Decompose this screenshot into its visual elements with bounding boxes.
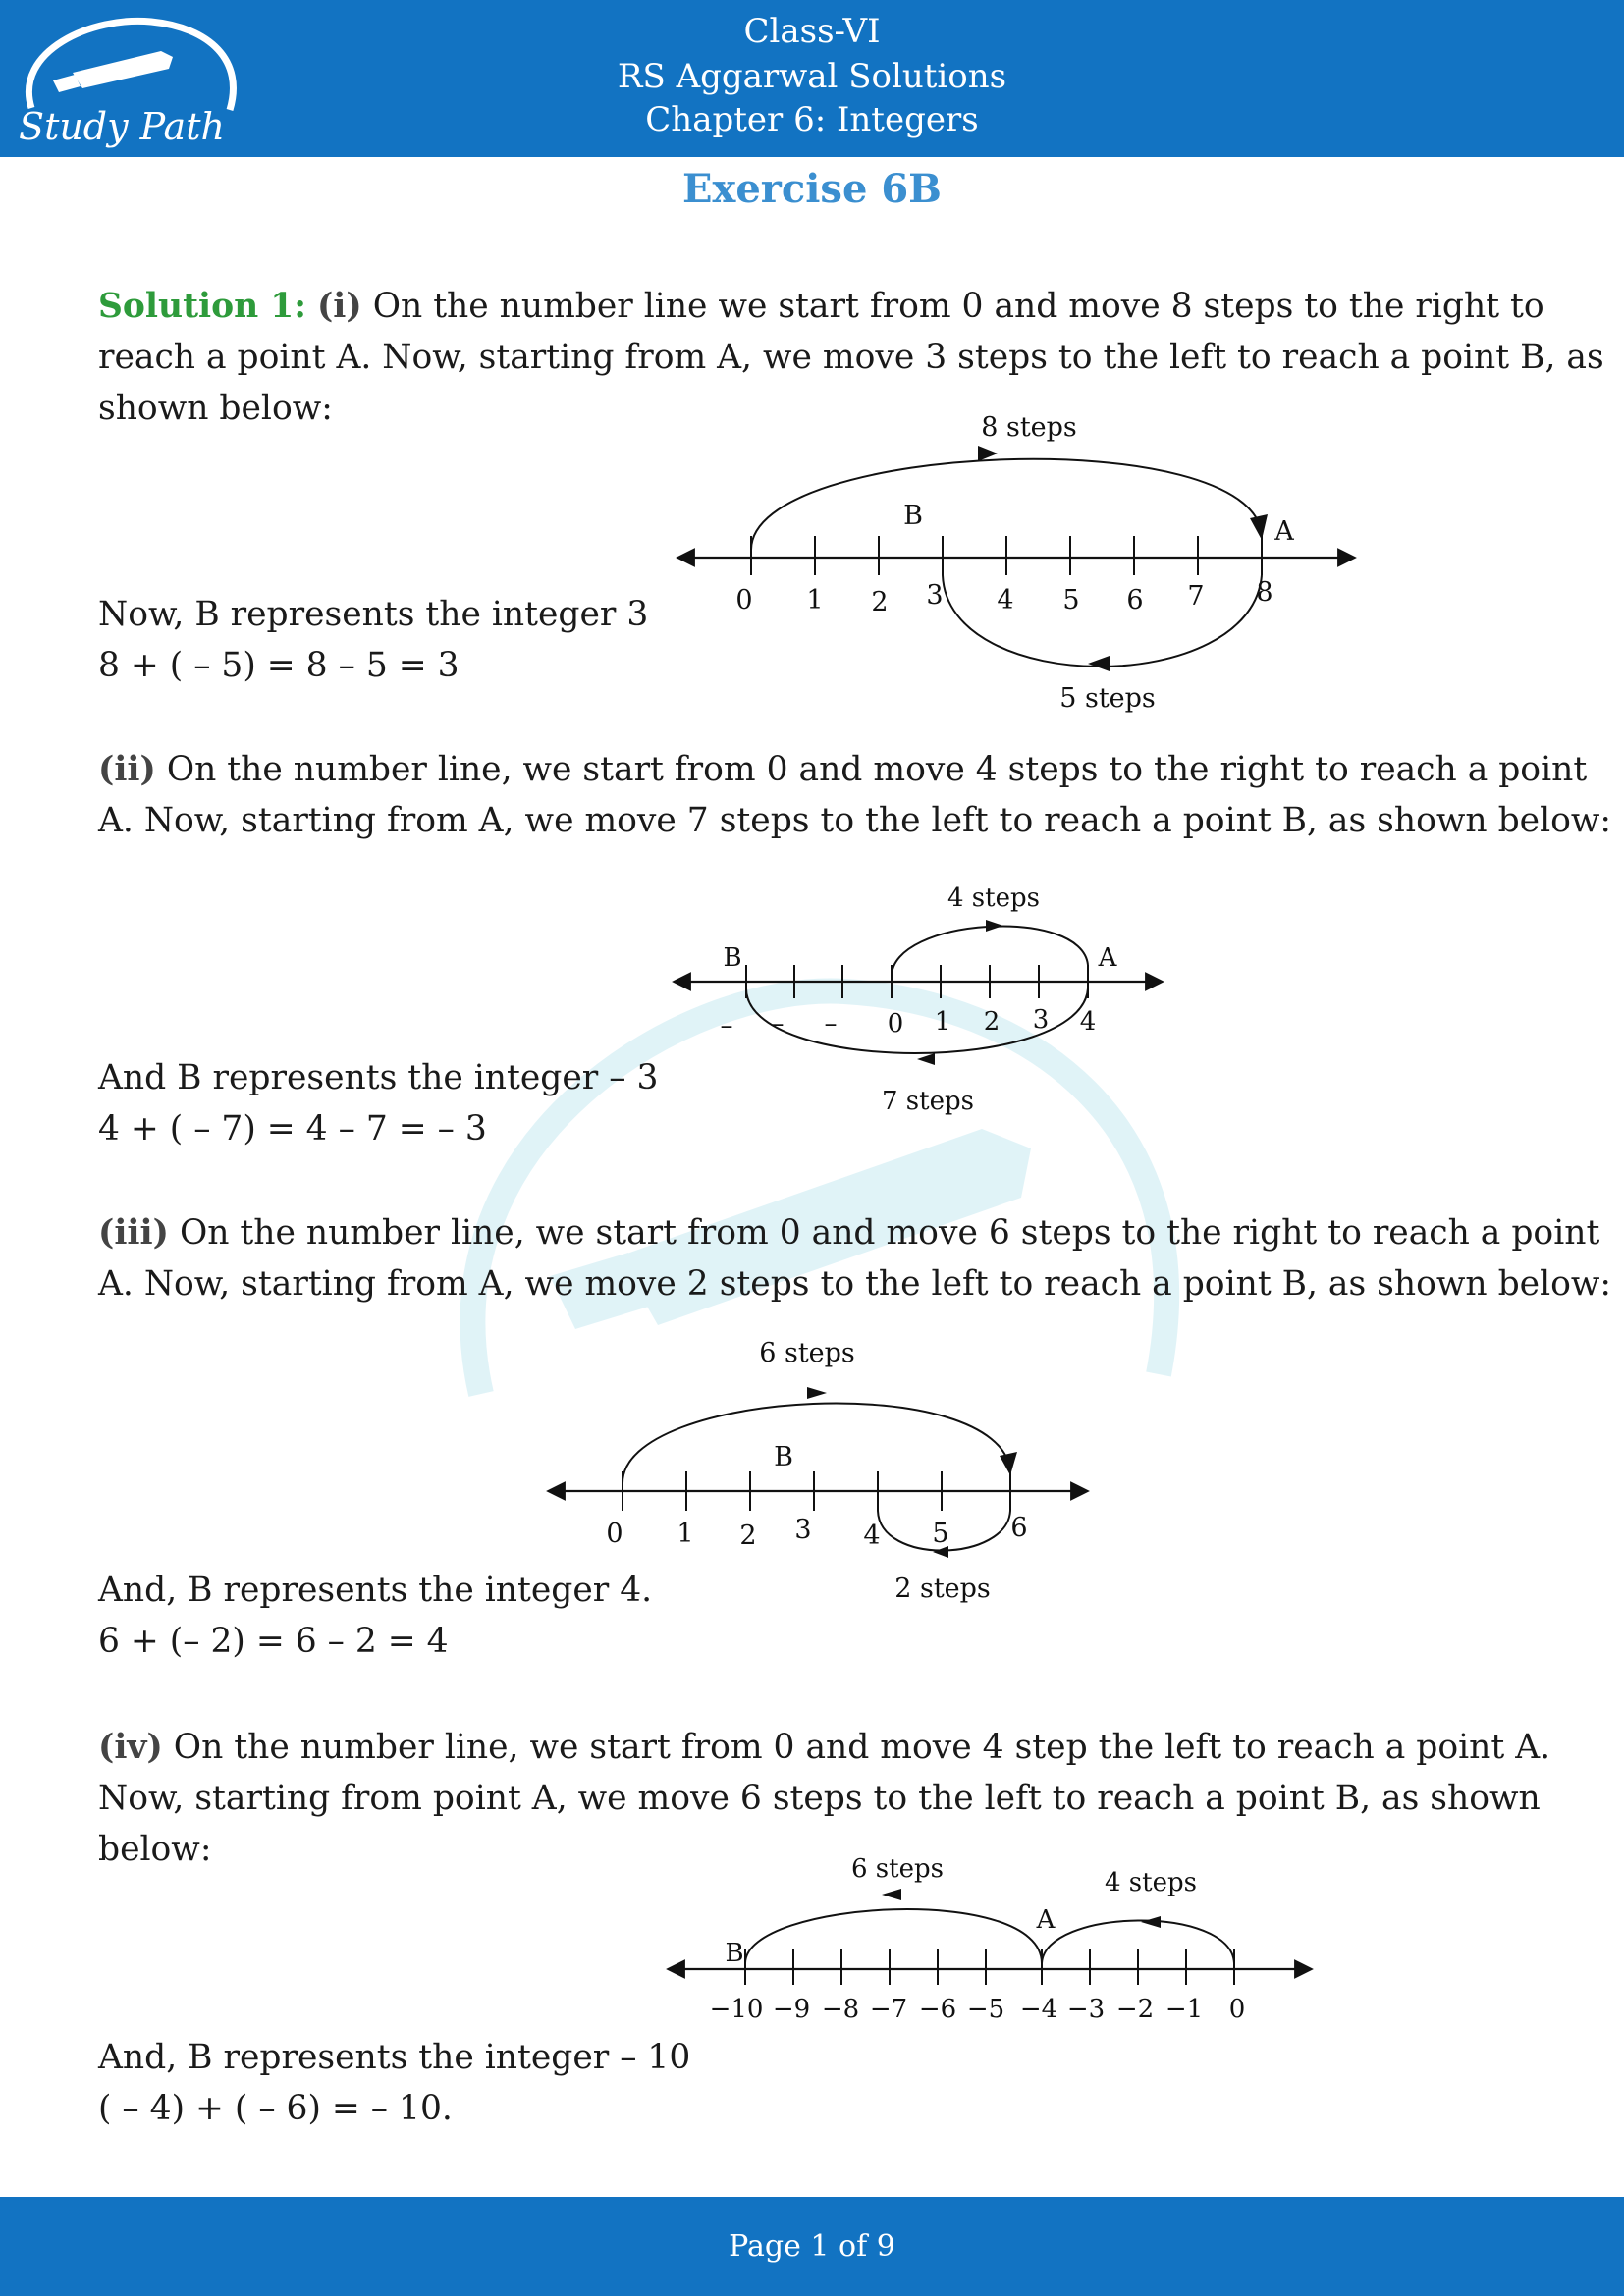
part-iii-line-2: A. Now, starting from A, we move 2 steps to the left to reach a point B, as shown below: — [98, 1264, 1612, 1304]
tick-label: – — [824, 1009, 838, 1039]
tick-label: 0 — [1228, 1995, 1246, 2024]
page-footer — [0, 2197, 1624, 2296]
tick-label: −3 — [1066, 1995, 1106, 2024]
tick-label: −10 — [709, 1995, 764, 2024]
part-iii-text: On the number line, we start from 0 and move 6 steps to the right to reach a point — [179, 1213, 1600, 1253]
left-arc — [745, 1909, 1042, 1963]
tick-label: 3 — [794, 1515, 812, 1545]
part-iii-line-1 — [98, 1207, 1599, 1258]
tick-label: 4 — [997, 585, 1014, 615]
part-iv-line-1 — [98, 1722, 1550, 1773]
bottom-arc-label: 2 steps — [894, 1574, 991, 1604]
right-arc-label: 4 steps — [1105, 1868, 1197, 1897]
part-i-text: On the number line we start from 0 and move 8 steps to the right to — [372, 287, 1544, 326]
tick-label: – — [720, 1011, 733, 1041]
exercise-title: Exercise 6B — [682, 166, 942, 212]
point-b-label: B — [723, 943, 742, 973]
tick-label: 2 — [983, 1007, 1001, 1037]
part-i-line-3: shown below: — [98, 389, 333, 428]
point-b-label: B — [725, 1939, 744, 1968]
part-i-result-1: Now, B represents the integer 3 — [98, 595, 649, 634]
top-arc-label: 4 steps — [947, 883, 1040, 913]
book-title: RS Aggarwal Solutions — [617, 57, 1007, 96]
tick-label: 6 — [1010, 1513, 1028, 1543]
bottom-arc-arrow — [1088, 656, 1110, 671]
top-arc-arrow — [978, 446, 998, 461]
part-iv-marker: (iv) — [98, 1728, 163, 1767]
tick-marks — [745, 1949, 1234, 1985]
part-iv-result-2: ( – 4) + ( – 6) = – 10. — [98, 2089, 453, 2128]
number-line-figure-i — [677, 402, 1355, 726]
part-iv-line-2: Now, starting from point A, we move 6 steps to the left to reach a point B, as shown — [98, 1779, 1541, 1818]
tick-label: −8 — [821, 1995, 860, 2024]
bottom-arc-label: 7 steps — [882, 1087, 974, 1116]
tick-label: 0 — [887, 1009, 904, 1039]
bottom-arc-arrow — [917, 1053, 935, 1065]
top-arc-endpoint-arrow — [1000, 1452, 1017, 1475]
tick-label: 5 — [1062, 585, 1080, 615]
tick-label: 0 — [606, 1519, 623, 1549]
point-a-label: A — [1098, 943, 1117, 973]
part-ii-marker: (ii) — [98, 750, 156, 789]
tick-label: 4 — [1079, 1007, 1097, 1037]
tick-label: −7 — [869, 1995, 908, 2024]
bottom-arc-label: 5 steps — [1059, 683, 1156, 714]
part-iii-result-2: 6 + (– 2) = 6 – 2 = 4 — [98, 1622, 449, 1661]
part-ii-result-1: And B represents the integer – 3 — [98, 1058, 659, 1097]
tick-label: 1 — [806, 585, 824, 615]
tick-label: 6 — [1126, 585, 1144, 615]
point-b-label: B — [903, 501, 923, 531]
tick-marks — [751, 536, 1262, 575]
tick-label: −1 — [1164, 1995, 1204, 2024]
tick-label: 3 — [926, 580, 944, 611]
tick-label: 3 — [1032, 1005, 1050, 1035]
part-ii-line-1 — [98, 744, 1587, 795]
page-header — [0, 0, 1624, 157]
left-arc-arrow — [882, 1889, 901, 1900]
tick-label: 8 — [1256, 577, 1273, 608]
tick-label: 2 — [739, 1521, 757, 1551]
top-arc-label: 8 steps — [981, 412, 1077, 443]
part-ii-text: On the number line, we start from 0 and move 4 steps to the right to reach a point — [166, 750, 1588, 789]
tick-label: −5 — [966, 1995, 1005, 2024]
part-i-line-2: reach a point A. Now, starting from A, we move 3 steps to the left to reach a point B, as — [98, 338, 1604, 377]
part-iii-result-1: And, B represents the integer 4. — [98, 1571, 653, 1610]
tick-label: −2 — [1115, 1995, 1155, 2024]
part-i-result-2: 8 + ( – 5) = 8 – 5 = 3 — [98, 646, 460, 685]
number-line-figure-ii — [677, 879, 1159, 1124]
right-arc-arrow — [1141, 1916, 1161, 1928]
point-b-label: B — [774, 1442, 793, 1472]
part-iv-result-1: And, B represents the integer – 10 — [98, 2038, 691, 2077]
tick-label: 5 — [932, 1519, 949, 1549]
part-i-marker: (i) — [316, 287, 362, 326]
top-arc-endpoint-arrow — [1250, 514, 1268, 540]
part-iv-text: On the number line, we start from 0 and move 4 step the left to reach a point A. — [173, 1728, 1551, 1767]
point-a-label: A — [1036, 1905, 1056, 1935]
point-a-label: A — [1274, 516, 1294, 547]
top-arc-arrow — [986, 920, 1003, 932]
tick-label: 2 — [871, 587, 889, 617]
tick-label: −6 — [918, 1995, 957, 2024]
top-arc-label: 6 steps — [759, 1338, 855, 1368]
tick-label: −9 — [772, 1995, 811, 2024]
number-line-figure-iv — [672, 1853, 1310, 2030]
solution-label: Solution 1: — [98, 287, 307, 326]
tick-label: −4 — [1019, 1995, 1058, 2024]
tick-label: 1 — [934, 1007, 951, 1037]
part-ii-result-2: 4 + ( – 7) = 4 – 7 = – 3 — [98, 1109, 487, 1148]
part-ii-line-2: A. Now, starting from A, we move 7 steps to the left to reach a point B, as shown below: — [98, 801, 1612, 840]
tick-label: 0 — [735, 585, 753, 615]
tick-label: 7 — [1187, 581, 1205, 612]
logo-text: Study Path — [19, 105, 225, 148]
tick-label: – — [771, 1009, 785, 1039]
part-iii-marker: (iii) — [98, 1213, 169, 1253]
tick-label: 4 — [863, 1521, 881, 1551]
class-label: Class-VI — [743, 12, 881, 51]
page-number: Page 1 of 9 — [729, 2229, 895, 2264]
bottom-arc — [943, 575, 1262, 667]
chapter-title: Chapter 6: Integers — [645, 100, 979, 139]
top-arc — [623, 1404, 1010, 1483]
part-i-line-1 — [98, 281, 1544, 332]
part-iv-line-3: below: — [98, 1830, 212, 1869]
top-arc-arrow — [807, 1387, 827, 1399]
left-arc-label: 6 steps — [851, 1854, 944, 1884]
tick-label: 1 — [677, 1519, 694, 1549]
